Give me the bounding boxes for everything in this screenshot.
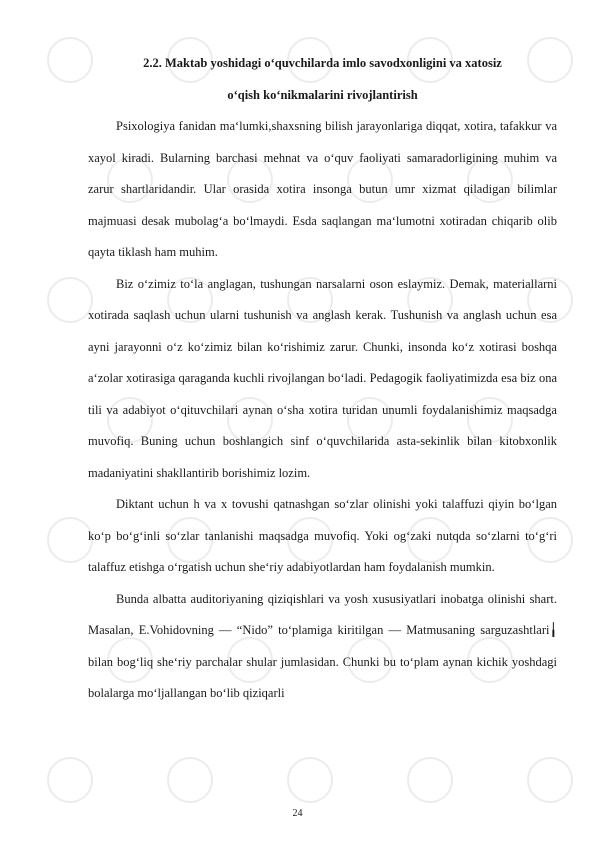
section-title-line-2: o‘qish ko‘nikmalarini rivojlantirish xyxy=(227,87,418,102)
paragraph-1: Psixologiya fanidan ma‘lumki,shaxsning bilish jarayonlariga diqqat, xotira, tafakkur va xayol kiradi. Bularning barchasi mehnat va o‘quv faoliyati samaradorligining muhim va zarur shartlaridandir. Ular orasida xotira insonga butun umr xizmat qiladigan bilimlar majmuasi desak mubolag‘a bo‘lmaydi. Esda saqlangan ma‘lumotni xotiradan chiqarib olib qayta tiklash ham muhim. xyxy=(88,119,557,259)
paragraph-2: Biz o‘zimiz to‘la anglagan, tushungan narsalarni oson eslaymiz. Demak, materiallarni xotirada saqlash uchun ularni tushunish va anglash kerak. Tushunish va anglash uchun esa ayni jarayonni o‘z ko‘zimiz bilan ko‘rishimiz zarur. Chunki, insonda ko‘z xotirasi boshqa a‘zolar xotirasiga qaraganda kuchli rivojlangan bo‘ladi. Pedagogik faoliyatimizda esa biz ona tili va adabiyot o‘qituvchilari aynan o‘sha xotira turidan unumli foydalanishimiz maqsadga muvofiq. Buning uchun boshlangich sinf o‘quvchilarida asta-sekinlik bilan kitobxonlik madaniyatini shakllantirib borishimiz lozim. xyxy=(88,276,557,480)
document-page xyxy=(88,48,557,710)
section-title-line-1: 2.2. Maktab yoshidagi o‘quvchilarda imlo savodxonligini va xatosiz xyxy=(143,56,502,70)
paragraph-3: Diktant uchun h va x tovushi qatnashgan so‘zlar olinishi yoki talaffuzi qiyin bo‘lgan ko‘p bo‘g‘inli so‘zlar tanlanishi maqsadga muvofiq. Yoki og‘zaki nutqda so‘zlarni to‘g‘ri talaffuz etishga o‘rgatish uchun she‘riy adabiyotlardan ham foydalanish mumkin. xyxy=(88,497,557,574)
paragraph-4: Bunda albatta auditoriyaning qiziqishlari va yosh xususiyatlari inobatga olinishi shart. Masalan, E.Vohidovning — “Nido” to‘plamiga kiritilgan — Matmusaning sarguzashtlari╽ bilan bog‘liq she‘riy parchalar shular jumlasidan. Chunki bu to‘plam aynan kichik yoshdagi bolalarga mo‘ljallangan bo‘lib qiziqarli xyxy=(88,591,557,700)
page-number: 24 xyxy=(292,808,303,819)
